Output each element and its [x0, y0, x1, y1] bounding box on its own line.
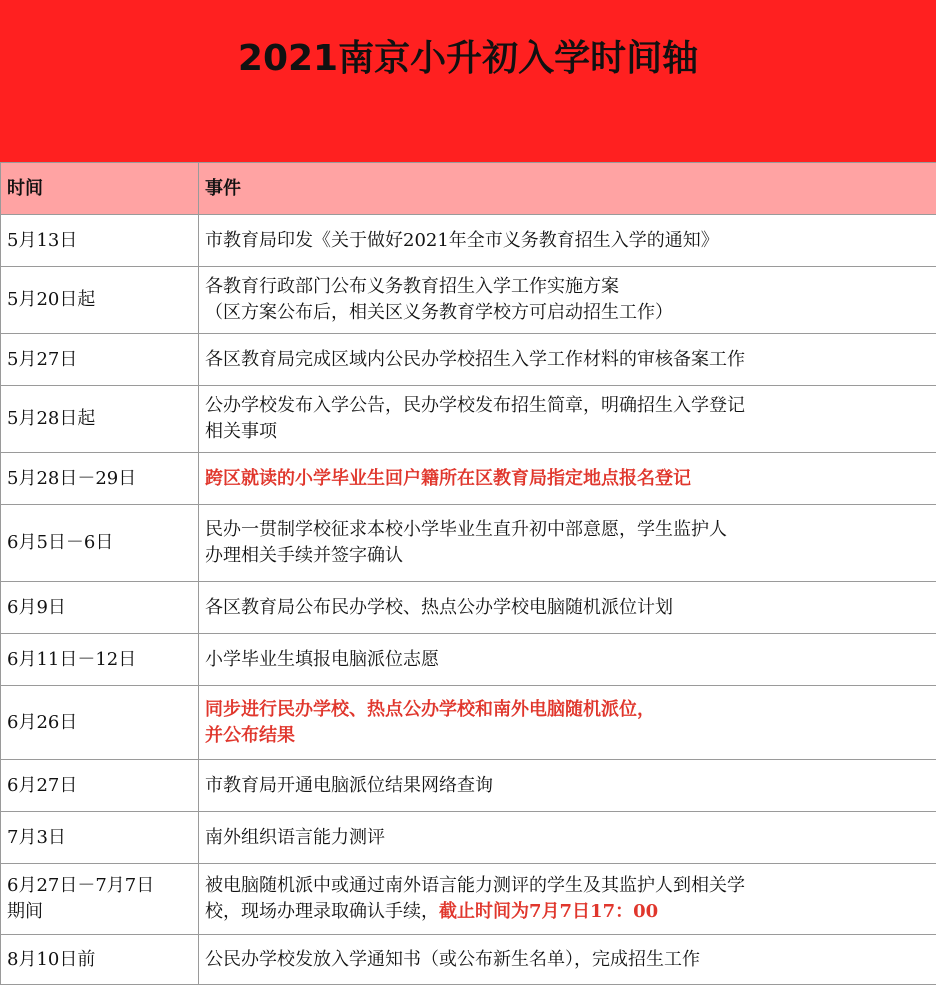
table-row [1, 634, 936, 686]
event-line: 民办一贯制学校征求本校小学毕业生直升初中部意愿，学生监护人 [205, 519, 727, 540]
event-cell [199, 386, 936, 453]
event-cell [199, 267, 936, 334]
table-row [1, 505, 936, 582]
table-row [1, 267, 936, 334]
table-row [1, 864, 936, 935]
time-cell: 8月10日前 [1, 935, 199, 985]
time-cell: 6月27日 [1, 760, 199, 812]
time-line: 期间 [7, 901, 43, 922]
event-line: 各区教育局完成区域内公民办学校招生入学工作材料的审核备案工作 [205, 348, 745, 370]
event-line: （区方案公布后，相关区义务教育学校方可启动招生工作） [205, 302, 673, 323]
title-band [0, 0, 936, 162]
event-line: 南外组织语言能力测评 [205, 826, 385, 848]
event-line-text: 校，现场办理录取确认手续， [205, 901, 439, 922]
timeline-table [0, 162, 936, 985]
event-cell [199, 505, 936, 582]
event-line: 公办学校发布入学公告，民办学校发布招生简章，明确招生入学登记 [205, 395, 745, 416]
table-header-row [1, 163, 936, 215]
event-line-highlight: 跨区就读的小学毕业生回户籍所在区教育局指定地点报名登记 [205, 467, 691, 489]
event-line: 公民办学校发放入学通知书（或公布新生名单），完成招生工作 [205, 948, 700, 970]
event-line: 被电脑随机派中或通过南外语言能力测评的学生及其监护人到相关学 [205, 875, 745, 896]
event-line-highlight: 并公布结果 [205, 724, 295, 746]
header-time: 时间 [1, 163, 199, 215]
time-cell: 6月26日 [1, 686, 199, 760]
time-cell [1, 864, 199, 935]
time-cell: 7月3日 [1, 812, 199, 864]
event-line [205, 899, 930, 925]
event-cell [199, 215, 936, 267]
event-cell [199, 634, 936, 686]
time-cell: 5月28日－29日 [1, 453, 199, 505]
event-cell [199, 935, 936, 985]
time-cell: 6月11日－12日 [1, 634, 199, 686]
table-row [1, 812, 936, 864]
table-row [1, 686, 936, 760]
table-row [1, 386, 936, 453]
table-row [1, 760, 936, 812]
event-cell [199, 453, 936, 505]
event-cell [199, 812, 936, 864]
time-line: 6月27日－7月7日 [7, 875, 155, 896]
event-line: 市教育局开通电脑派位结果网络查询 [205, 774, 493, 796]
time-cell: 6月5日－6日 [1, 505, 199, 582]
event-line: 相关事项 [205, 421, 277, 442]
table-row [1, 935, 936, 985]
event-line-highlight: 同步进行民办学校、热点公办学校和南外电脑随机派位， [205, 698, 655, 720]
time-cell: 5月13日 [1, 215, 199, 267]
event-cell [199, 760, 936, 812]
event-line: 办理相关手续并签字确认 [205, 545, 403, 566]
page-title: 2021南京小升初入学时间轴 [237, 38, 699, 79]
table-row [1, 453, 936, 505]
event-cell [199, 864, 936, 935]
deadline-highlight: 截止时间为7月7日17：00 [439, 901, 659, 922]
event-cell [199, 334, 936, 386]
event-line: 各教育行政部门公布义务教育招生入学工作实施方案 [205, 276, 619, 297]
time-cell: 6月9日 [1, 582, 199, 634]
time-cell: 5月20日起 [1, 267, 199, 334]
event-line: 各区教育局公布民办学校、热点公办学校电脑随机派位计划 [205, 596, 673, 618]
table-row [1, 582, 936, 634]
table-row [1, 215, 936, 267]
event-line: 小学毕业生填报电脑派位志愿 [205, 648, 439, 670]
header-event: 事件 [199, 163, 936, 215]
event-cell [199, 686, 936, 760]
event-cell [199, 582, 936, 634]
event-line: 市教育局印发《关于做好2021年全市义务教育招生入学的通知》 [205, 229, 719, 251]
table-row [1, 334, 936, 386]
time-cell: 5月27日 [1, 334, 199, 386]
time-cell: 5月28日起 [1, 386, 199, 453]
